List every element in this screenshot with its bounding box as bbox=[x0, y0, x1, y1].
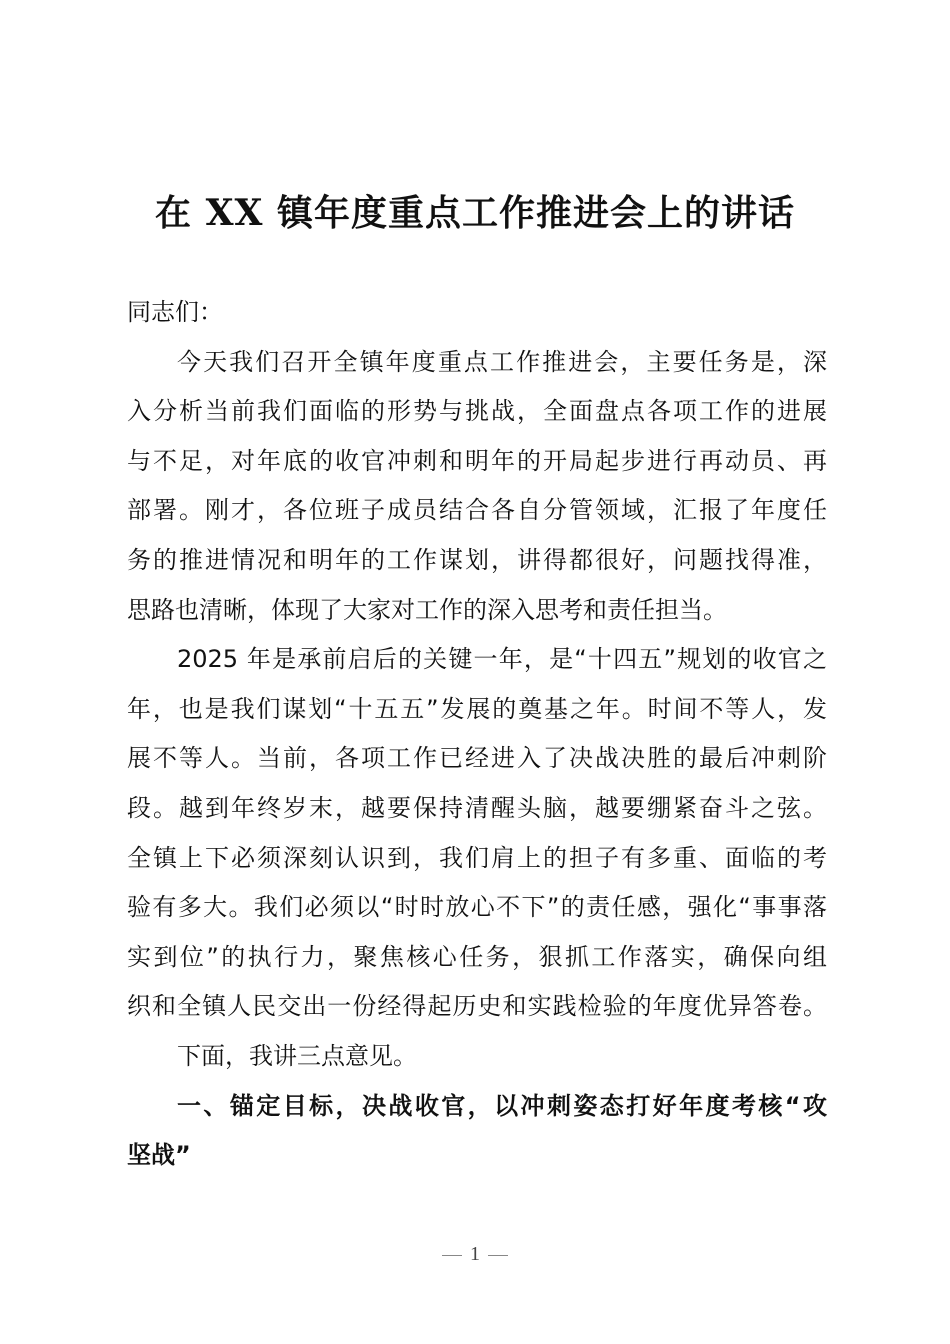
text-line: 织和全镇人民交出一份经得起历史和实践检验的年度优异答卷。 bbox=[127, 992, 827, 1021]
document-body bbox=[127, 288, 827, 1181]
page-number: 1 bbox=[470, 1243, 480, 1265]
page-footer bbox=[0, 1243, 950, 1266]
text-line: 年，也是我们谋划“十五五”发展的奠基之年。时间不等人，发 bbox=[127, 694, 827, 723]
text-line: 今天我们召开全镇年度重点工作推进会，主要任务是，深 bbox=[177, 347, 827, 376]
text-line: 展不等人。当前，各项工作已经进入了决战决胜的最后冲刺阶 bbox=[127, 744, 827, 773]
text-line: 部署。刚才，各位班子成员结合各自分管领域，汇报了年度任 bbox=[127, 496, 827, 525]
footer-dash-left bbox=[442, 1255, 462, 1256]
document-title: 在 XX 镇年度重点工作推进会上的讲话 bbox=[155, 192, 795, 234]
text-line: 务的推进情况和明年的工作谋划，讲得都很好，问题找得准， bbox=[127, 545, 827, 574]
text-line: 验有多大。我们必须以“时时放心不下”的责任感，强化“事事落 bbox=[127, 893, 827, 922]
paragraph-lines bbox=[127, 338, 827, 1181]
text-line: 下面，我讲三点意见。 bbox=[177, 1041, 417, 1070]
text-line: 与不足，对年底的收官冲刺和明年的开局起步进行再动员、再 bbox=[127, 446, 827, 475]
section-heading-line: 一、锚定目标，决战收官，以冲刺姿态打好年度考核“攻 bbox=[177, 1091, 827, 1120]
text-line: 段。越到年终岁末，越要保持清醒头脑，越要绷紧奋斗之弦。 bbox=[127, 793, 827, 822]
text-line: 实到位”的执行力，聚焦核心任务，狠抓工作落实，确保向组 bbox=[127, 942, 827, 971]
footer-dash-right bbox=[488, 1255, 508, 1256]
text-line: 全镇上下必须深刻认识到，我们肩上的担子有多重、面临的考 bbox=[127, 843, 827, 872]
text-line: 思路也清晰，体现了大家对工作的深入思考和责任担当。 bbox=[127, 595, 727, 624]
section-heading-line: 坚战” bbox=[127, 1141, 191, 1170]
text-line: 入分析当前我们面临的形势与挑战，全面盘点各项工作的进展 bbox=[127, 397, 827, 426]
text-line: 2025 年是承前启后的关键一年，是“十四五”规划的收官之 bbox=[177, 645, 827, 674]
salutation: 同志们： bbox=[127, 298, 223, 326]
